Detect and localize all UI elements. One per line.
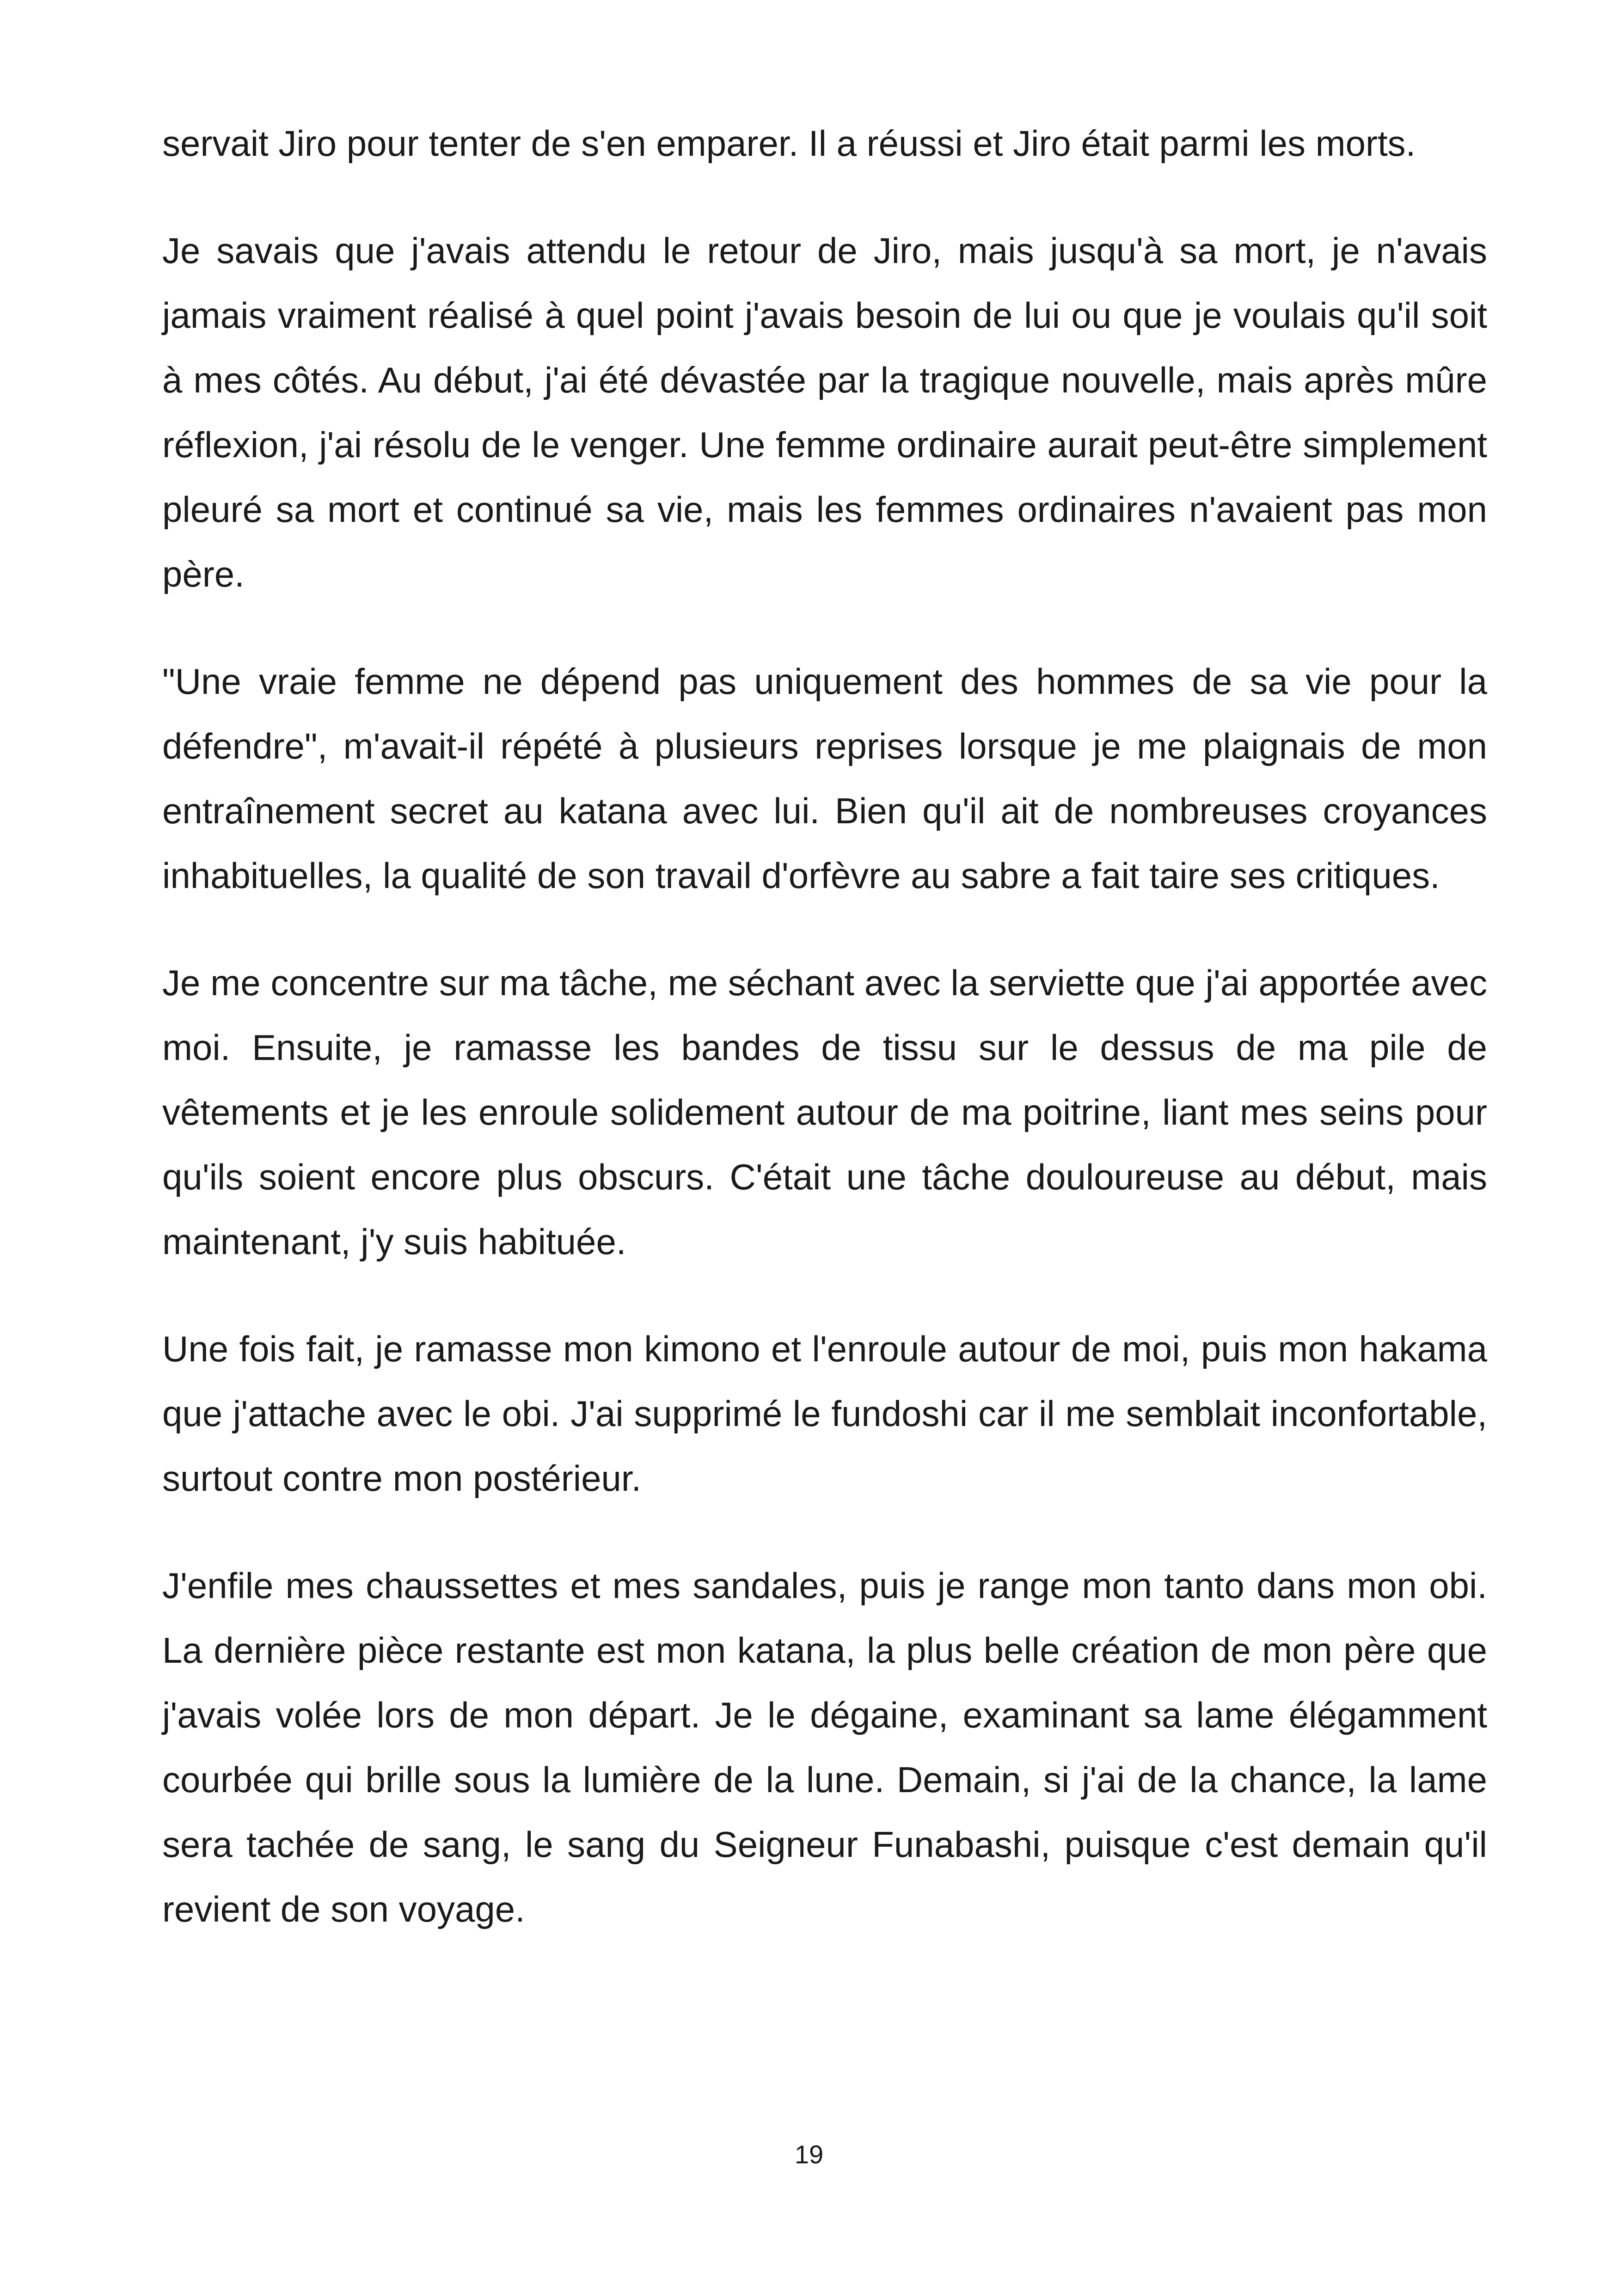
paragraph-2: Je savais que j'avais attendu le retour de Jiro, mais jusqu'à sa mort, je n'avais jamais vraiment réalisé à quel point j'avais besoin de lui ou que je voulais qu'il soit à mes côtés. Au début, j'ai été dévastée par la tragique nouvelle, mais après mûre réflexion, j'ai résolu de le venger. Une femme ordinaire aurait peut-être simplement pleuré sa mort et continué sa vie, mais les femmes ordinaires n'avaient pas mon père. bbox=[162, 230, 1487, 594]
paragraph-5: Une fois fait, je ramasse mon kimono et l'enroule autour de moi, puis mon hakama que j'attache avec le obi. J'ai supprimé le fundoshi car il me semblait inconfortable, surtout contre mon postérieur. bbox=[162, 1329, 1487, 1499]
paragraph-1: servait Jiro pour tenter de s'en emparer. Il a réussi et Jiro était parmi les morts. bbox=[162, 123, 1416, 164]
paragraph-3: "Une vraie femme ne dépend pas uniquement des hommes de sa vie pour la défendre", m'avait-il répété à plusieurs reprises lorsque je me plaignais de mon entraînement secret au katana avec lui. Bien qu'il ait de nombreuses croyances inhabituelles, la qualité de son travail d'orfèvre au sabre a fait taire ses critiques. bbox=[162, 661, 1487, 896]
page-number: 19 bbox=[794, 2140, 824, 2169]
body-text bbox=[162, 111, 1487, 1984]
paragraph-6: J'enfile mes chaussettes et mes sandales, puis je range mon tanto dans mon obi. La dernière pièce restante est mon katana, la plus belle création de mon père que j'avais volée lors de mon départ. Je le dégaine, examinant sa lame élégamment courbée qui brille sous la lumière de la lune. Demain, si j'ai de la chance, la lame sera tachée de sang, le sang du Seigneur Funabashi, puisque c'est demain qu'il revient de son voyage. bbox=[162, 1565, 1487, 1929]
paragraph-4: Je me concentre sur ma tâche, me séchant avec la serviette que j'ai apportée avec moi. Ensuite, je ramasse les bandes de tissu sur le dessus de ma pile de vêtements et je les enroule solidement autour de ma poitrine, liant mes seins pour qu'ils soient encore plus obscurs. C'était une tâche douloureuse au début, mais maintenant, j'y suis habituée. bbox=[162, 962, 1487, 1262]
